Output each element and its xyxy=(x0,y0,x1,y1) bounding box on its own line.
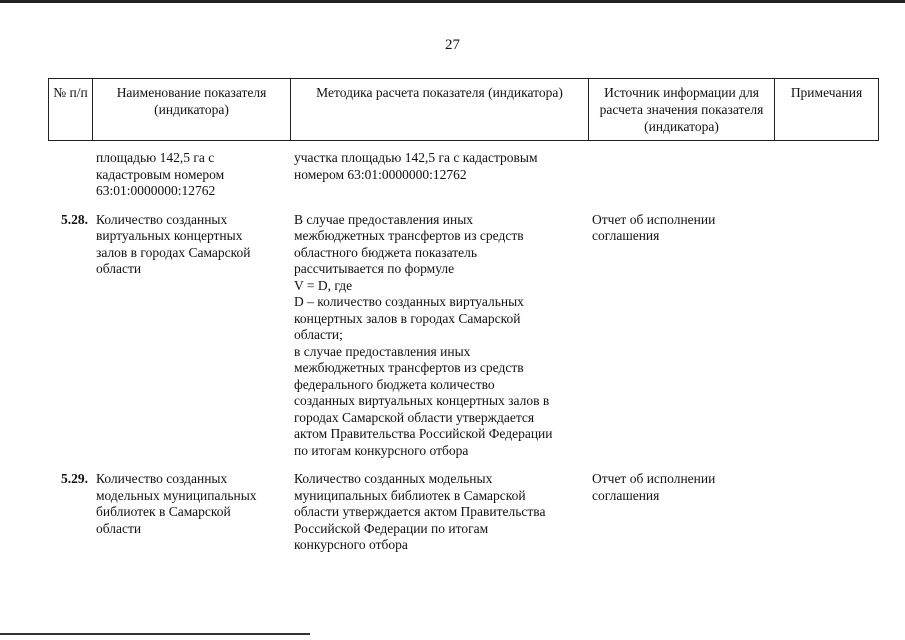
information-source xyxy=(588,471,774,554)
notes xyxy=(774,150,878,200)
bottom-border-line xyxy=(0,633,310,635)
indicator-name xyxy=(92,471,290,554)
calculation-method-line: области; xyxy=(294,327,343,342)
calculation-method-line: по итогам конкурсного отбора xyxy=(294,442,469,458)
calculation-method-line: V = D, где xyxy=(294,277,353,293)
calculation-method-line: участка площадью 142,5 га с кадастровым xyxy=(294,150,538,165)
calculation-method-line: конкурсного отбора xyxy=(294,537,408,552)
information-source xyxy=(588,150,774,200)
calculation-method-line: межбюджетных трансфертов из средств xyxy=(294,360,524,375)
information-source xyxy=(588,212,774,460)
header-source: Источник информации для расчета значения показателя (индикатора) xyxy=(589,79,775,141)
indicator-name xyxy=(92,150,290,200)
calculation-method-line: созданных виртуальных концертных залов в xyxy=(294,393,550,408)
indicator-name-line: области xyxy=(96,261,142,276)
calculation-method-line: номером 63:01:0000000:12762 xyxy=(294,166,467,182)
top-border-line xyxy=(0,0,905,3)
information-source-line: соглашения xyxy=(592,228,660,243)
notes xyxy=(774,212,878,460)
calculation-method-line: Количество созданных модельных xyxy=(294,471,493,486)
indicator-name-line: кадастровым номером xyxy=(96,166,225,182)
calculation-method-line: области утверждается актом Правительства xyxy=(294,504,546,519)
calculation-method xyxy=(290,471,588,554)
information-source-line: Отчет об исполнении xyxy=(592,471,716,486)
calculation-method-line: рассчитывается по формуле xyxy=(294,261,455,276)
header-row xyxy=(49,79,879,141)
indicator-name xyxy=(92,212,290,460)
indicator-name-line: площадью 142,5 га с xyxy=(96,150,215,165)
calculation-method-line: В случае предоставления иных xyxy=(294,211,474,227)
calculation-method-line: D – количество созданных виртуальных xyxy=(294,294,524,309)
header-notes: Примечания xyxy=(775,79,879,141)
row-number: 5.28. xyxy=(61,211,88,227)
calculation-method-line: федерального бюджета количество xyxy=(294,376,495,392)
indicator-name-line: Количество созданных xyxy=(96,471,228,486)
row-number: 5.29. xyxy=(61,471,88,486)
calculation-method-line: Российской Федерации по итогам xyxy=(294,520,489,536)
header-method: Методика расчета показателя (индикатора) xyxy=(291,79,589,141)
indicator-name-line: виртуальных концертных xyxy=(96,228,243,243)
indicator-name-line: области xyxy=(96,520,142,536)
calculation-method-line: городах Самарской области утверждается xyxy=(294,409,535,425)
table-body xyxy=(48,150,878,566)
calculation-method-line: межбюджетных трансфертов из средств xyxy=(294,228,524,243)
calculation-method-line: актом Правительства Российской Федерации xyxy=(294,426,553,441)
calculation-method-line: областного бюджета показатель xyxy=(294,244,477,260)
table-row xyxy=(48,150,878,200)
calculation-method xyxy=(290,150,588,200)
calculation-method-line: в случае предоставления иных xyxy=(294,343,471,359)
table-header xyxy=(48,78,879,141)
indicator-name-line: модельных муниципальных xyxy=(96,487,257,503)
page-number: 27 xyxy=(445,37,460,53)
calculation-method xyxy=(290,212,588,460)
calculation-method-line: муниципальных библиотек в Самарской xyxy=(294,487,526,503)
information-source-line: Отчет об исполнении xyxy=(592,211,716,227)
header-number: № п/п xyxy=(49,79,93,141)
indicator-name-line: Количество созданных xyxy=(96,211,228,227)
indicator-name-line: 63:01:0000000:12762 xyxy=(96,183,216,198)
information-source-line: соглашения xyxy=(592,487,660,503)
calculation-method-line: концертных залов в городах Самарской xyxy=(294,310,521,326)
header-indicator-name: Наименование показателя (индикатора) xyxy=(93,79,291,141)
indicator-name-line: залов в городах Самарской xyxy=(96,244,251,260)
table-row xyxy=(48,471,878,554)
table-row xyxy=(48,212,878,460)
row-number xyxy=(48,150,92,200)
indicator-name-line: библиотек в Самарской xyxy=(96,504,231,519)
notes xyxy=(774,471,878,554)
